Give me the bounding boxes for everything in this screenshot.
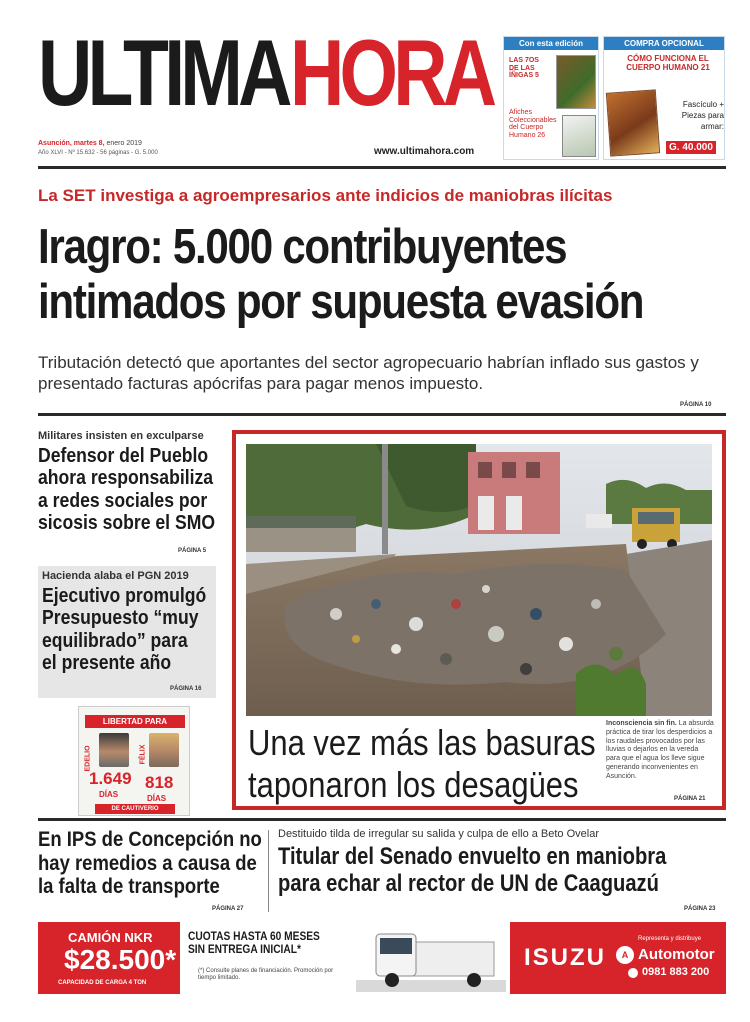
masthead-title-ultima: ULTIMA xyxy=(38,20,288,125)
promo-optional-title: CÓMO FUNCIONA EL CUERPO HUMANO 21 xyxy=(626,54,710,72)
photo-story-caption xyxy=(606,720,714,781)
captivity-photo-right xyxy=(149,733,179,767)
photo-building-window-1 xyxy=(478,462,492,478)
ad-road xyxy=(356,980,506,992)
ad-capacity: CAPACIDAD DE CARGA 4 TON xyxy=(58,980,147,986)
story-ips-headline xyxy=(38,828,262,899)
photo-weeds xyxy=(576,664,646,716)
photo-building-window-2 xyxy=(502,462,516,478)
story-defensor-line1: Defensor del Pueblo xyxy=(38,445,209,467)
ad-truck-label: CAMIÓN NKR xyxy=(68,930,153,945)
ad-truck-cargo xyxy=(412,942,494,976)
lead-kicker: La SET investiga a agroempresarios ante indicios de maniobras ilícitas xyxy=(38,186,613,205)
captivity-days-right: 818 xyxy=(145,773,174,792)
promo-optional-fascicle-image xyxy=(606,89,660,156)
bottom-rule xyxy=(38,818,726,821)
promo-edition-header: Con esta edición xyxy=(504,37,598,50)
ad-truck-windshield xyxy=(380,938,412,954)
story-defensor-kicker: Militares insisten en exculparse xyxy=(38,430,204,442)
photo-story-headline xyxy=(248,722,596,807)
story-senado-kicker: Destituido tilda de irregular su salida y culpa de ello a Beto Ovelar xyxy=(278,828,600,840)
promo-optional-price: G. 40.000 xyxy=(666,141,716,154)
masthead-title-hora: HORA xyxy=(290,20,493,125)
story-ips-line1: En IPS de Concepción no xyxy=(38,828,262,851)
lead-headline-line2: intimados por supuesta evasión xyxy=(38,274,644,329)
story-senado-line1: Titular del Senado envuelto en maniobra xyxy=(278,843,667,870)
masthead-edition: Año XLVI - Nº 15.632 - 56 páginas - G. 5.000 xyxy=(38,150,158,156)
ad-brand: ISUZU xyxy=(524,944,606,971)
story-ips[interactable] xyxy=(38,828,262,916)
story-ips-line3: la falta de transporte xyxy=(38,875,220,899)
captivity-header: LIBERTAD PARA xyxy=(85,715,185,728)
ad-financing-line2: SIN ENTREGA INICIAL* xyxy=(188,942,301,957)
story-defensor-headline xyxy=(38,445,216,535)
photo-story[interactable] xyxy=(232,430,726,810)
story-pgn-line4: el presente año xyxy=(42,652,172,675)
captivity-days-label-right: DÍAS xyxy=(147,794,167,803)
story-senado-headline xyxy=(278,843,667,898)
story-defensor-page-ref: PÁGINA 5 xyxy=(178,548,207,554)
ad-price: $28.500* xyxy=(64,944,177,975)
photo-white-car xyxy=(586,514,612,528)
captivity-name-left: EDELIO xyxy=(84,745,92,772)
ad-financing-line1: CUOTAS HASTA 60 MESES xyxy=(188,929,320,943)
ad-automotor-icon: A xyxy=(616,946,634,964)
captivity-days-left: 1.649 xyxy=(89,769,132,788)
photo-building-window-3 xyxy=(526,462,540,478)
story-defensor-line4: sicosis sobre el SMO xyxy=(38,512,216,535)
story-pgn-line2: Presupuesto “muy xyxy=(42,607,199,630)
story-senado-line2: para echar al rector de UN de Caaguazú xyxy=(278,869,659,897)
masthead-city-date: Asunción, martes 8, xyxy=(38,140,105,147)
promo-edition-box[interactable] xyxy=(503,36,599,160)
lead-headline[interactable] xyxy=(38,220,644,330)
ad-truck-image xyxy=(356,926,506,992)
story-ips-line2: hay remedios a causa de xyxy=(38,851,257,875)
story-senado-page-ref: PÁGINA 23 xyxy=(684,906,716,912)
story-defensor-line2: ahora responsabiliza xyxy=(38,467,214,490)
photo-truck-wheel-1 xyxy=(637,539,647,549)
photo-building-door-2 xyxy=(506,496,522,530)
photo-story-headline-line2: taponaron los desagües xyxy=(248,764,579,806)
photo-story-headline-line1: Una vez más las basuras xyxy=(248,722,596,763)
ad-disclaimer: (*) Consulte planes de financiación. Promoción por tiempo limitado. xyxy=(198,968,334,982)
photo-utility-pole xyxy=(382,444,388,554)
ad-financing xyxy=(188,930,320,956)
captivity-photo-left xyxy=(99,733,129,767)
masthead-year: enero 2019 xyxy=(104,140,142,147)
masthead-rule xyxy=(38,166,726,169)
photo-story-caption-bold: Inconsciencia sin fin. xyxy=(606,720,677,727)
masthead-date xyxy=(38,140,142,147)
story-pgn[interactable] xyxy=(38,566,216,698)
story-defensor-line3: a redes sociales por xyxy=(38,489,208,512)
story-senado[interactable] xyxy=(278,828,726,916)
story-pgn-page-ref: PÁGINA 16 xyxy=(170,686,202,692)
masthead-url[interactable]: www.ultimahora.com xyxy=(374,146,475,157)
photo-story-page-ref: PÁGINA 21 xyxy=(674,796,706,802)
photo-building-door-1 xyxy=(478,496,494,530)
promo-optional-detail: Fascículo + Piezas para armar: xyxy=(681,100,724,132)
captivity-name-right: FÉLIX xyxy=(139,744,147,765)
isuzu-advertisement[interactable] xyxy=(38,922,726,994)
story-pgn-kicker: Hacienda alaba el PGN 2019 xyxy=(42,570,189,582)
promo-optional-header: COMPRA OPCIONAL xyxy=(604,37,724,50)
photo-fence xyxy=(246,516,356,528)
story-pgn-line3: equilibrado” para xyxy=(42,629,188,652)
promo-edition-title: LAS 7OS DE LAS ÍÑIGAS 5 xyxy=(509,57,539,80)
lead-page-ref: PÁGINA 10 xyxy=(680,402,712,408)
ad-distributor: Automotor xyxy=(638,946,715,963)
promo-edition-poster-image xyxy=(556,55,596,109)
promo-edition-subtitle: Afiches Coleccionables del Cuerpo Humano 26 xyxy=(509,109,557,140)
lead-deck: Tributación detectó que aportantes del sector agropecuario habrían inflado sus gastos y presentado facturas apócrifas para pagar menos impuesto. xyxy=(38,353,699,393)
photo-story-caption-text: La absurda práctica de tirar los desperdicios a los raudales provocados por las lluvias o dejarlos en la vereda para que el agua los lleve sigue generando inconvenientes en Asunción. xyxy=(606,720,714,780)
lead-headline-line1: Iragro: 5.000 contribuyentes xyxy=(38,220,567,274)
photo-flooded-street-garbage[interactable] xyxy=(246,444,712,716)
ad-phone: 0981 883 200 xyxy=(642,966,710,978)
story-pgn-line1: Ejecutivo promulgó xyxy=(42,585,207,607)
story-pgn-headline xyxy=(42,585,207,675)
promo-edition-book-image xyxy=(562,115,596,157)
promo-optional-box[interactable] xyxy=(603,36,725,160)
bottom-column-divider xyxy=(268,830,269,912)
photo-wall-left xyxy=(246,526,356,552)
ad-white-panel xyxy=(180,922,510,994)
story-defensor[interactable] xyxy=(38,430,220,560)
captivity-days-label-left: DÍAS xyxy=(99,790,119,799)
lead-rule xyxy=(38,413,726,416)
phone-icon xyxy=(628,968,638,978)
captivity-footer: DE CAUTIVERIO xyxy=(95,804,175,814)
ad-truck-wheel-front xyxy=(385,973,399,987)
ad-truck-wheel-rear xyxy=(467,973,481,987)
captivity-counter[interactable] xyxy=(78,706,190,816)
ad-distributor-label: Representa y distribuye xyxy=(638,936,702,942)
story-ips-page-ref: PÁGINA 27 xyxy=(212,906,244,912)
photo-truck-windshield xyxy=(638,512,674,524)
